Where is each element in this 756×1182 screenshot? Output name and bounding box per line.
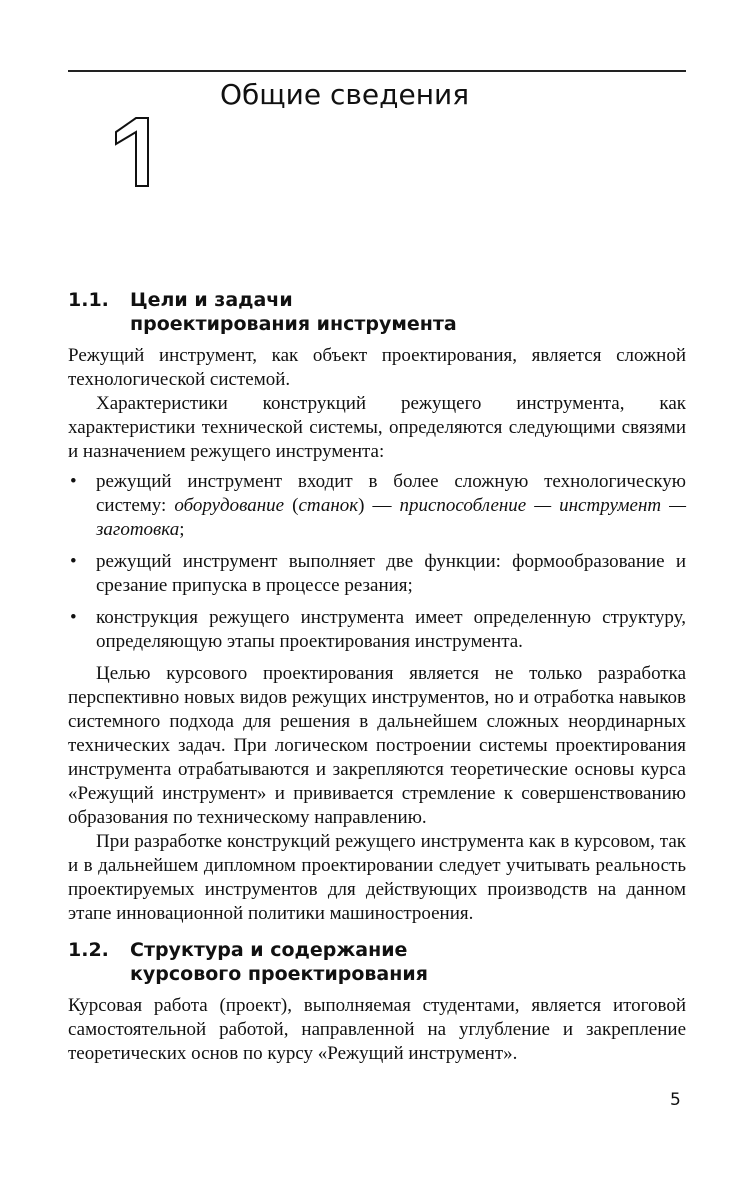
section-1-1-body (68, 344, 686, 926)
chapter-number-outline (112, 116, 154, 188)
section-1-1-heading (68, 288, 457, 336)
top-rule (68, 70, 686, 72)
paragraph: Характеристики конструкций режущего инструмента, как характеристики технической системы, определяются следующими связями и назначением режущего инструмента: (68, 393, 686, 462)
list-item: • конструкция режущего инструмента имеет определенную структуру, определяющую этапы проектирования инструмента. (70, 607, 686, 652)
bullet-icon: • (70, 551, 77, 572)
section-number: 1.2. (68, 939, 109, 961)
section-title-line2: курсового проектирования (130, 963, 428, 985)
list-item: • режущий инструмент входит в более сложную технологическую систему: оборудование (станок) — приспособление — инструмент — заготовка; (70, 471, 687, 540)
section-1-2-heading (68, 938, 428, 986)
section-1-2-body (68, 994, 686, 1066)
paragraph: Целью курсового проектирования является не только разработка перспективно новых видов режущих инструментов, но и отработка навыков системного подхода для решения в дальнейшем сложных неординарных технических задач. При логическом построении системы проектирования инструмента отрабатываются и закрепляются теоретические основы курса «Режущий инструмент» и прививается стремление к совершенствованию образования по техническому направлению. (68, 663, 686, 828)
section-number: 1.1. (68, 289, 109, 311)
chapter-title: Общие сведения (220, 78, 470, 111)
section-title-line1: Структура и содержание (130, 939, 408, 961)
section-title-line1: Цели и задачи (130, 289, 293, 311)
paragraph: При разработке конструкций режущего инструмента как в курсовом, так и в дальнейшем дипломном проектировании следует учитывать реальность проектируемых инструментов для действующих производств на данном этапе инновационной политики машиностроения. (68, 831, 686, 924)
section-title-line2: проектирования инструмента (130, 313, 457, 335)
paragraph: Курсовая работа (проект), выполняемая студентами, является итоговой самостоятельной работой, направленной на углубление и закрепление теоретических основ по курсу «Режущий инструмент». (68, 995, 686, 1064)
bullet-icon: • (70, 471, 77, 492)
paragraph: Режущий инструмент, как объект проектирования, является сложной технологической системой. (68, 345, 686, 390)
page-number: 5 (670, 1090, 681, 1110)
bullet-list (68, 470, 686, 654)
list-item: • режущий инструмент выполняет две функции: формообразование и срезание припуска в процессе резания; (70, 551, 686, 596)
bullet-icon: • (70, 607, 77, 628)
